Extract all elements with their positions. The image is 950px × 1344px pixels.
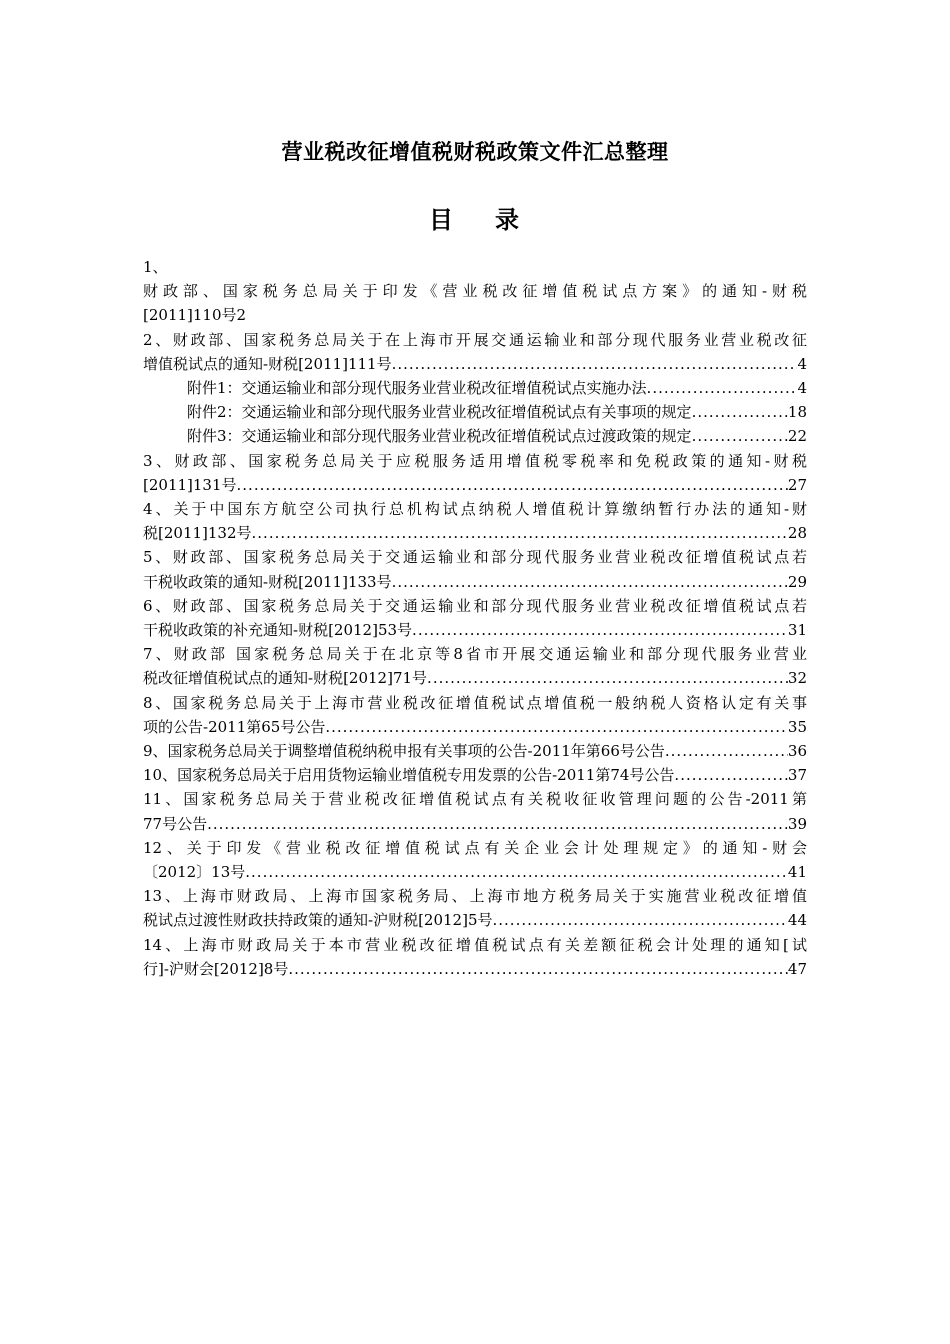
toc-entry-text: 1、 [143,258,168,276]
toc-entry-text: 干税收政策的通知-财税[2011]133号 [143,572,392,591]
toc-entry[interactable] [143,691,807,739]
toc-entry[interactable] [143,836,807,884]
toc-entry-text: 财政部、国家税务总局关于印发《营业税改征增值税试点方案》的通知-财税 [143,282,807,301]
dot-leader [412,618,788,642]
toc-page-number: 36 [787,742,807,761]
toc-entry-text: 干税收政策的补充通知-财税[2012]53号 [143,621,413,640]
toc-entry-text: 行]-沪财会[2012]8号 [143,959,289,978]
toc-entry[interactable] [143,545,807,593]
toc-entry-text: 10、国家税务总局关于启用货物运输业增值税专用发票的公告-2011第74号公告 [143,766,675,785]
toc-heading-left: 目 [429,206,455,234]
dot-leader [252,521,788,545]
dot-leader [493,908,788,932]
toc-page-number: 37 [787,766,807,785]
dot-leader [237,473,788,497]
toc-entry[interactable] [143,497,807,545]
toc-page-number: 22 [787,427,807,446]
toc-entry[interactable] [143,594,807,642]
toc-page-number: 32 [787,669,807,688]
toc-entry[interactable] [143,884,807,932]
toc-entry-text: 项的公告-2011第65号公告 [143,717,326,736]
dot-leader [692,400,788,424]
toc-page-number: 39 [787,814,807,833]
toc-entry-text: 9、国家税务总局关于调整增值税纳税申报有关事项的公告-2011年第66号公告 [143,742,665,761]
toc-entry-text: 税[2011]132号 [143,524,252,543]
toc-entry-text: 13、上海市财政局、上海市国家税务局、上海市地方税务局关于实施营业税改征增值 [143,887,807,906]
toc-entry[interactable] [143,739,807,763]
dot-leader [392,352,798,376]
toc-entry-text: 77号公告 [143,814,208,833]
toc-entry-text: 税改征增值税试点的通知-财税[2012]71号 [143,669,428,688]
toc-entry[interactable] [143,933,807,981]
toc-entry-text: [2011]110号2 [143,306,247,325]
table-of-contents [143,255,807,981]
toc-sub-entry[interactable] [143,400,807,424]
toc-page-number: 28 [787,524,807,543]
toc-entry-text: [2011]131号 [143,475,237,494]
toc-entry-text: 14、上海市财政局关于本市营业税改征增值税试点有关差额征税会计处理的通知[试 [143,935,807,954]
toc-entry[interactable] [143,763,807,787]
toc-entry-text: 8、国家税务总局关于上海市营业税改征增值税试点增值税一般纳税人资格认定有关事 [143,693,807,712]
toc-entry-text: 6、财政部、国家税务总局关于交通运输业和部分现代服务业营业税改征增值税试点若 [143,596,807,615]
dot-leader [692,424,788,448]
toc-sub-entry[interactable] [143,376,807,400]
toc-entry-text: 4、关于中国东方航空公司执行总机构试点纳税人增值税计算缴纳暂行办法的通知-财 [143,500,807,519]
toc-heading-right: 录 [495,206,521,234]
toc-entry-text: 附件1：交通运输业和部分现代服务业营业税改征增值税试点实施办法 [187,379,647,398]
toc-entry-text: 5、财政部、国家税务总局关于交通运输业和部分现代服务业营业税改征增值税试点若 [143,548,807,567]
toc-entry-text: 11、国家税务总局关于营业税改征增值税试点有关税收征收管理问题的公告-2011第 [143,790,807,809]
toc-heading [0,200,950,235]
toc-entry[interactable] [143,787,807,835]
toc-entry-text: 附件2：交通运输业和部分现代服务业营业税改征增值税试点有关事项的规定 [187,403,692,422]
document-title: 营业税改征增值税财税政策文件汇总整理 [281,140,669,164]
toc-page-number: 18 [787,403,807,422]
toc-sub-entry[interactable] [143,424,807,448]
dot-leader [288,957,788,981]
toc-page-number: 47 [787,959,807,978]
dot-leader [245,860,788,884]
toc-entry-text: 〔2012〕13号 [143,863,246,882]
toc-page-number: 44 [787,911,807,930]
dot-leader [392,570,788,594]
toc-entry-text: 3、财政部、国家税务总局关于应税服务适用增值税零税率和免税政策的通知-财税 [143,451,807,470]
toc-page-number: 35 [787,717,807,736]
toc-entry-text: 附件3：交通运输业和部分现代服务业营业税改征增值税试点过渡政策的规定 [187,427,692,446]
dot-leader [325,715,788,739]
toc-entry[interactable] [143,642,807,690]
toc-entry-text: 2、财政部、国家税务总局关于在上海市开展交通运输业和部分现代服务业营业税改征 [143,330,807,349]
toc-entry-text: 12、关于印发《营业税改征增值税试点有关企业会计处理规定》的通知-财会 [143,838,807,857]
dot-leader [207,812,788,836]
toc-page-number: 31 [787,621,807,640]
toc-entry-text: 7、财政部 国家税务总局关于在北京等8省市开展交通运输业和部分现代服务业营业 [143,645,807,664]
toc-entry[interactable] [143,255,807,328]
dot-leader [674,763,787,787]
toc-entry-text: 税试点过渡性财政扶持政策的通知-沪财税[2012]5号 [143,911,493,930]
toc-entry[interactable] [143,449,807,497]
toc-page-number: 29 [787,572,807,591]
toc-entry[interactable] [143,328,807,376]
dot-leader [647,376,798,400]
toc-page-number: 41 [787,863,807,882]
toc-page-number: 27 [787,475,807,494]
dot-leader [665,739,788,763]
toc-page-number: 4 [797,354,807,373]
toc-page-number: 4 [797,379,807,398]
dot-leader [427,666,788,690]
toc-entry-text: 增值税试点的通知-财税[2011]111号 [143,354,392,373]
